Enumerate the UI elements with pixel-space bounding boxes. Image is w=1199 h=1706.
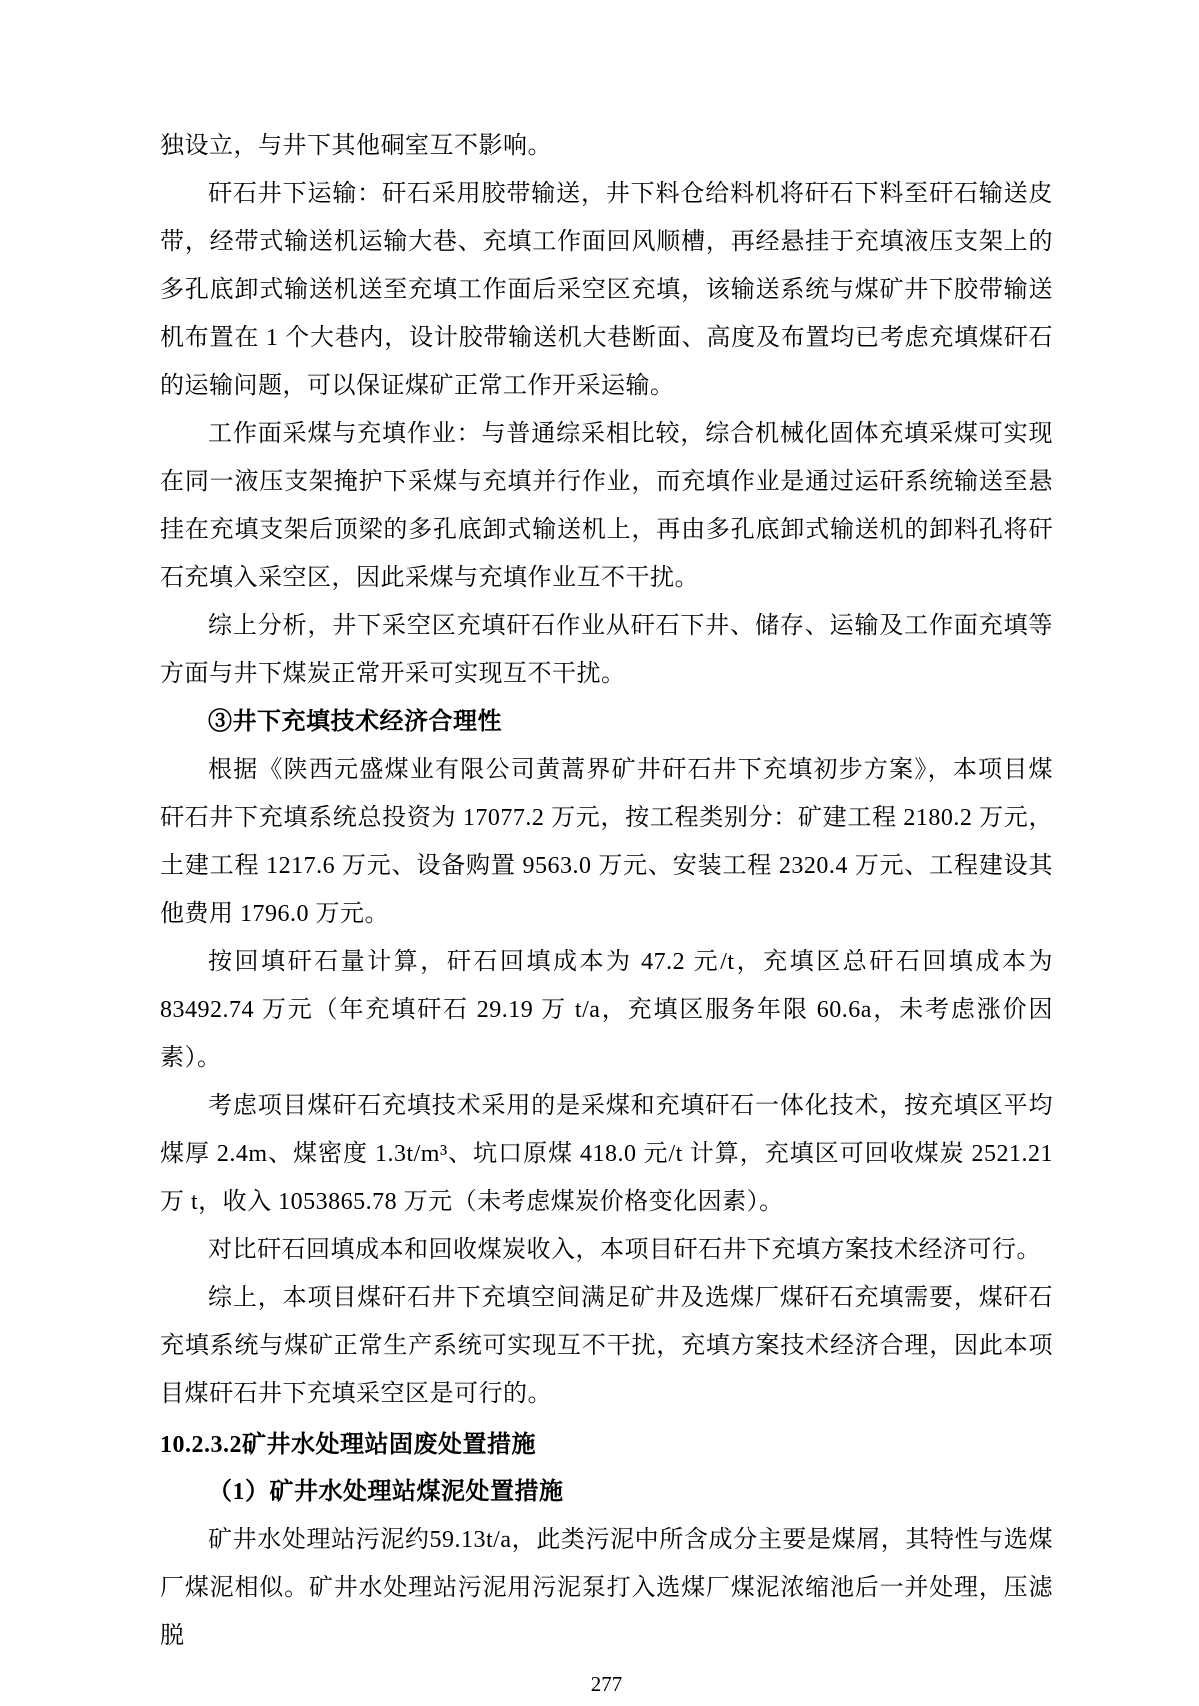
paragraph-summary-analysis: 综上分析，井下采空区充填矸石作业从矸石下井、储存、运输及工作面充填等方面与井下煤炭正常开采可实现互不干扰。 [160, 613, 1053, 687]
paragraph-gangue-underground-transport: 矸石井下运输：矸石采用胶带输送，井下料仓给料机将矸石下料至矸石输送皮带，经带式输送机运输大巷、充填工作面回风顺槽，再经悬挂于充填液压支架上的多孔底卸式输送机送至充填工作面后采空区充填，该输送系统与煤矿井下胶带输送机布置在 1 个大巷内，设计胶带输送机大巷断面、高度及布置均已考虑充填煤矸石的运输问题，可以保证煤矿正常工作开采运输。 [160, 181, 1053, 399]
heading-coal-slime-disposal-measures: （1）矿井水处理站煤泥处置措施 [208, 1479, 564, 1505]
heading-mine-water-treatment-solid-waste-measures: 10.2.3.2矿井水处理站固废处置措施 [160, 1432, 536, 1458]
page-number: 277 [590, 1672, 623, 1696]
paragraph-cost-income-comparison: 对比矸石回填成本和回收煤炭收入，本项目矸石井下充填方案技术经济可行。 [208, 1237, 1041, 1263]
paragraph-investment-breakdown: 根据《陕西元盛煤业有限公司黄蒿界矿井矸石井下充填初步方案》，本项目煤矸石井下充填系统总投资为 17077.2 万元，按工程类别分：矿建工程 2180.2 万元，土建工程 1217.6 万元、设备购置 9563.0 万元、安装工程 2320.4 万元、工程建设其他费用 1796.0 万元。 [160, 757, 1053, 927]
paragraph-continuation-from-previous-page: 独设立，与井下其他硐室互不影响。 [160, 133, 552, 159]
heading-filling-technical-economic-rationality: ③井下充填技术经济合理性 [208, 709, 502, 735]
paragraph-overall-conclusion: 综上，本项目煤矸石井下充填空间满足矿井及选煤厂煤矸石充填需要，煤矸石充填系统与煤矿正常生产系统可实现互不干扰，充填方案技术经济合理，因此本项目煤矸石井下充填采空区是可行的。 [160, 1285, 1053, 1407]
paragraph-coal-recovery-income: 考虑项目煤矸石充填技术采用的是采煤和充填矸石一体化技术，按充填区平均煤厚 2.4m、煤密度 1.3t/m³、坑口原煤 418.0 元/t 计算，充填区可回收煤炭 2521.21 万 t，收入 1053865.78 万元（未考虑煤炭价格变化因素）。 [160, 1093, 1053, 1215]
paragraph-backfill-cost: 按回填矸石量计算，矸石回填成本为 47.2 元/t，充填区总矸石回填成本为 83492.74 万元（年充填矸石 29.19 万 t/a，充填区服务年限 60.6a，未考虑涨价因素）。 [160, 949, 1053, 1071]
paragraph-mine-water-sludge: 矿井水处理站污泥约59.13t/a，此类污泥中所含成分主要是煤屑，其特性与选煤厂煤泥相似。矿井水处理站污泥用污泥泵打入选煤厂煤泥浓缩池后一并处理，压滤脱 [160, 1527, 1053, 1649]
paragraph-working-face-mining-and-filling: 工作面采煤与充填作业：与普通综采相比较，综合机械化固体充填采煤可实现在同一液压支架掩护下采煤与充填并行作业，而充填作业是通过运矸系统输送至悬挂在充填支架后顶梁的多孔底卸式输送机上，再由多孔底卸式输送机的卸料孔将矸石充填入采空区，因此采煤与充填作业互不干扰。 [160, 421, 1053, 591]
